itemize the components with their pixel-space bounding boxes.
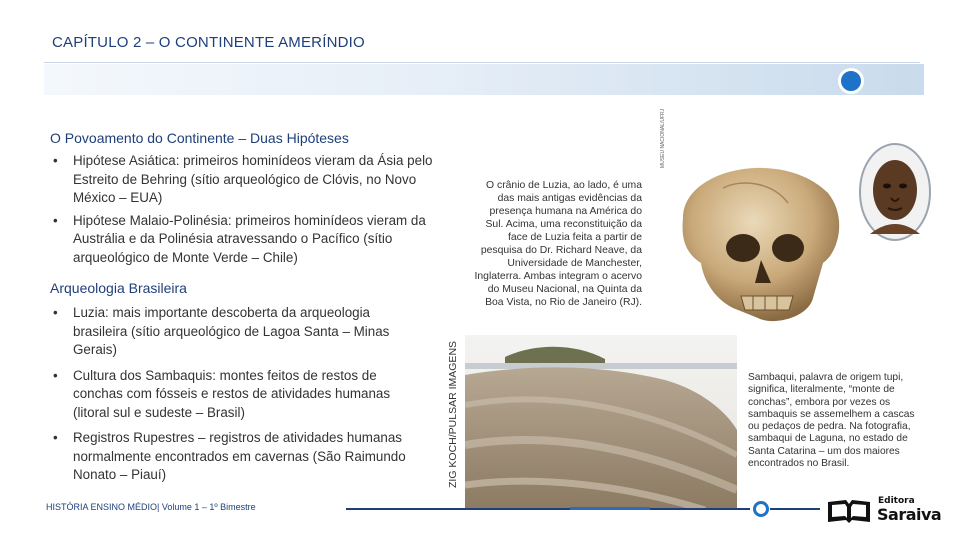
face-reconstruction-photo	[858, 142, 932, 242]
skull-caption: O crânio de Luzia, ao lado, é uma das mais antigas evidências da presença humana na América do Sul. Acima, uma reconstituição da face de Luzia feita a partir de pesquisa do Dr. Richard Neave, da Universidade de Manchester, Inglaterra. Ambas integram o acervo do Museu Nacional, na Quinta da Boa Vista, no Rio de Janeiro (RJ).	[474, 180, 642, 308]
list-item	[50, 212, 445, 268]
header-divider	[44, 62, 920, 63]
footer-text: HISTÓRIA ENSINO MÉDIO| Volume 1 – 1º Bimestre	[46, 502, 256, 512]
book-logo-icon	[826, 498, 872, 524]
list-item	[50, 429, 428, 485]
list-item-text: Cultura dos Sambaquis: montes feitos de restos de conchas com fósseis e restos de atividades humanas (litoral sul e sudeste – Brasil)	[73, 367, 391, 420]
list-item-text: Registros Rupestres – registros de atividades humanas normalmente encontrados em cavernas (São Raimundo Nonato – Piauí)	[73, 430, 406, 482]
footer-divider-right	[770, 508, 820, 510]
footer-divider-accent	[570, 507, 650, 510]
footer-divider	[346, 508, 750, 510]
skull-photo	[663, 148, 863, 328]
hypotheses-list	[50, 152, 445, 271]
subsection-title: Arqueologia Brasileira	[50, 280, 187, 296]
logo-small-text: Editora	[878, 496, 915, 506]
bullet-icon: •	[53, 305, 58, 320]
logo-big-text: Saraiva	[877, 505, 942, 524]
chapter-title: CAPÍTULO 2 – O CONTINENTE AMERÍNDIO	[52, 34, 365, 51]
bullet-icon: •	[53, 430, 58, 445]
list-item	[50, 152, 445, 208]
archaeology-list	[50, 304, 428, 492]
bullet-icon: •	[53, 153, 58, 168]
sambaqui-photo-credit: ZIG KOCH/PULSAR IMAGENS	[447, 340, 459, 488]
list-item	[50, 367, 428, 423]
list-item	[50, 304, 428, 360]
skull-photo-credit: MUSEU NACIONAL/UFRJ	[660, 108, 666, 168]
bullet-icon: •	[53, 367, 58, 383]
bullet-icon: •	[53, 212, 58, 228]
publisher-logo	[826, 494, 944, 528]
list-item-text: Hipótese Malaio-Polinésia: primeiros hominídeos vieram da Austrália e da Polinésia atravessando o Pacífico (sítio arqueológico de Monte Verde – Chile)	[73, 212, 426, 265]
list-item-text: Hipótese Asiática: primeiros hominídeos vieram da Ásia pelo Estreito de Behring (sítio arqueológico de Clóvis, no Novo México – EUA)	[73, 153, 433, 205]
sambaqui-caption: Sambaqui, palavra de origem tupi, significa, literalmente, “monte de conchas”, embora por vezes os sambaquis se assemelhem a cascas ou pedaços de pedra. Na fotografia, sambaqui de Laguna, no estado de Santa Catarina – um dos maiores encontrados no Brasil.	[748, 372, 915, 470]
banner-dot-icon	[838, 68, 864, 94]
footer-circle-icon	[753, 501, 769, 517]
sambaqui-photo	[465, 335, 737, 510]
section-title: O Povoamento do Continente – Duas Hipóteses	[50, 130, 349, 146]
list-item-text: Luzia: mais importante descoberta da arqueologia brasileira (sítio arqueológico de Lagoa Santa – Minas Gerais)	[73, 305, 390, 357]
header-banner	[44, 64, 924, 95]
